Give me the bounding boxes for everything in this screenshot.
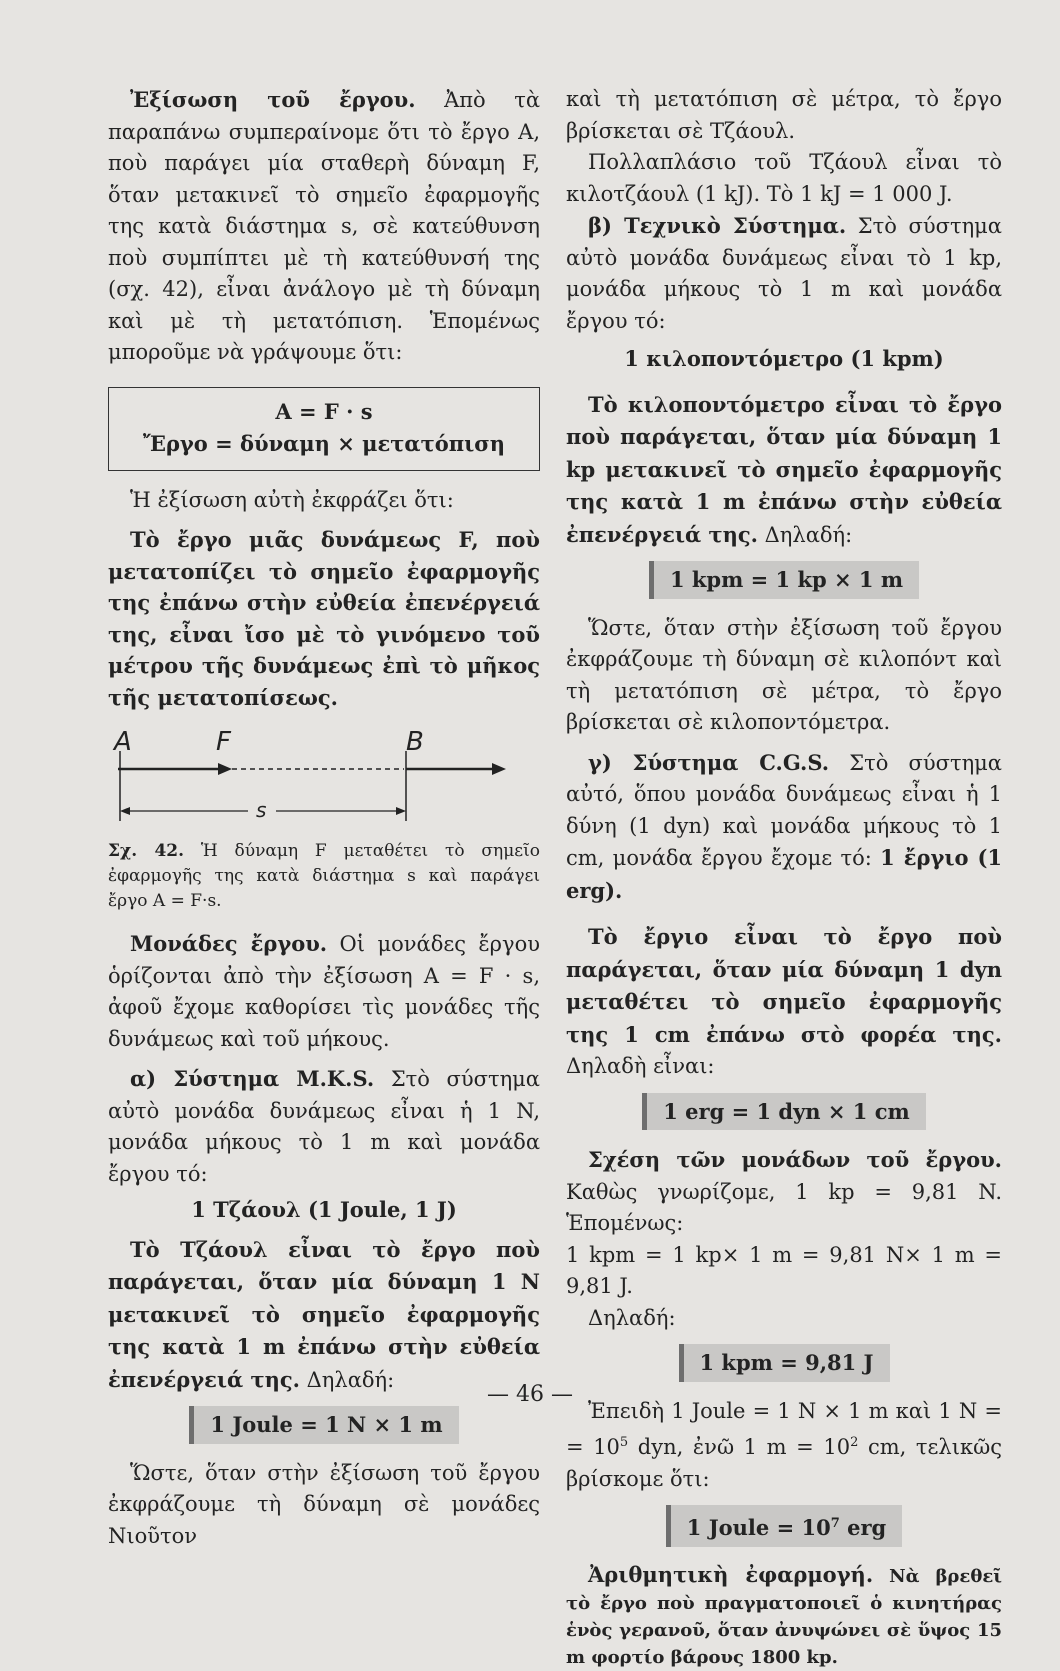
paragraph-definition: Τὸ ἔργο μιᾶς δυνάμεως F, ποὺ μετατοπίζει τὸ σημεῖο ἐφαρμογῆς της ἐπάνω στὴν εὐθεία ἐπενέργειά της, εἶναι ἴσο μὲ τὸ γινόμενο τοῦ μέτρου τῆς δυνάμεως ἐπὶ τὸ μῆκος τῆς μετατοπίσεως. bbox=[108, 527, 540, 710]
paragraph-continued: καὶ τὴ μετατόπιση σὲ μέτρα, τὸ ἔργο βρίσκεται σὲ Τζάουλ. bbox=[566, 87, 1002, 143]
paragraph-application bbox=[566, 1561, 1002, 1671]
paragraph-text: Στὸ σύστημα αὐτό, ὅπου μονάδα δυνάμεως εἶναι ἡ 1 δύνη (1 dyn) καὶ μονάδα μήκους τὸ 1 cm, μονάδα ἔργου ἔχομε τό: bbox=[566, 750, 1002, 870]
right-column bbox=[566, 84, 1002, 1671]
paragraph-thus-kpm: Ὥστε, ὅταν στὴν ἐξίσωση τοῦ ἔργου ἐκφράζουμε τὴ δύναμη σὲ κιλοπόντ καὶ τὴ μετατόπιση σὲ μέτρα, τὸ ἔργο βρίσκεται σὲ κιλοποντόμετρα. bbox=[566, 615, 1002, 734]
paragraph-mks bbox=[108, 1063, 540, 1190]
paragraph-units bbox=[108, 928, 540, 1055]
force-arrowhead bbox=[218, 763, 232, 775]
equation-box bbox=[108, 387, 540, 471]
paragraph-text: Δηλαδή: bbox=[757, 522, 853, 547]
paragraph-erg bbox=[566, 921, 1002, 1083]
paragraph-text: Στὸ σύστημα αὐτὸ μονάδα δυνάμεως εἶναι τὸ 1 kp, μονάδα μήκους τὸ 1 m καὶ μονάδα ἔργου τό: bbox=[566, 214, 1002, 333]
heading-work-equation: Ἐξίσωση τοῦ ἔργου. bbox=[130, 87, 416, 112]
erg-statement: Τὸ ἔργιο εἶναι τὸ ἔργο ποὺ παράγεται, ὅταν μία δύναμη 1 dyn μεταθέτει τὸ σημεῖο ἐφαρμογῆς της 1 cm ἐπάνω στὸ φορέα της. bbox=[566, 924, 1002, 1047]
paragraph-joule bbox=[108, 1234, 540, 1397]
figure-42 bbox=[108, 729, 540, 833]
heading-cgs: γ) Σύστημα C.G.S. bbox=[588, 749, 830, 775]
paragraph-text: cm, τελικῶς βρίσκομε ὅτι: bbox=[566, 1435, 1002, 1491]
joule-statement: Τὸ Τζάουλ εἶναι τὸ ἔργο ποὺ παράγεται, ὅταν μία δύναμη 1 N μετακινεῖ τὸ σημεῖο ἐφαρμογῆς της κατὰ 1 m ἐπάνω στὴν εὐθεία ἐπενέργειά της. bbox=[108, 1236, 540, 1392]
heading-mks: α) Σύστημα M.K.S. bbox=[130, 1066, 375, 1091]
label-f: F bbox=[216, 727, 231, 757]
paragraph-since bbox=[566, 1396, 1002, 1496]
formula-erg: 1 erg = 1 dyn × 1 cm bbox=[642, 1093, 925, 1131]
paragraph-kilojoule: Πολλαπλάσιο τοῦ Τζάουλ εἶναι τὸ κιλοτζάουλ (1 kJ). Τὸ 1 kJ = 1 000 J. bbox=[566, 150, 1002, 206]
caption-text: Ἡ δύναμη F μεταθέτει τὸ σημεῖο ἐφαρμογῆς της κατὰ διάστημα s καὶ παράγει ἔργο A = F·s. bbox=[108, 841, 540, 911]
paragraph-text: Δηλαδή: bbox=[299, 1367, 395, 1392]
paragraph-text: Ἀπὸ τὰ παραπάνω συμπεραίνομε ὅτι τὸ ἔργο A, ποὺ παράγει μία σταθερὴ δύναμη F, ὅταν μετακινεῖ τὸ σημεῖο ἐφαρμογῆς της κατὰ διάστημα s, σὲ κατεύθυνση ποὺ συμπίπτει μὲ τὴ κατεύθυνσή της (σχ. 42), εἶναι ἀνάλογο μὲ τὴ δύναμη καὶ μὲ τὴ μετατόπιση. Ἑπομένως μποροῦμε νὰ γράψουμε ὅτι: bbox=[108, 88, 540, 364]
paragraph-text: Οἱ μονάδες ἔργου ὁρίζονται ἀπὸ τὴν ἐξίσωση A = F · s, ἀφοῦ ἔχομε καθορίσει τὶς μονάδες τῆς δυνάμεως καὶ τοῦ μήκους. bbox=[108, 932, 540, 1051]
joule-definition: 1 Τζάουλ (1 Joule, 1 J) bbox=[191, 1197, 457, 1222]
formula-joule-erg bbox=[666, 1505, 902, 1547]
exponent: 7 bbox=[830, 1516, 840, 1531]
paragraph-kpm bbox=[566, 389, 1002, 552]
figure-caption bbox=[108, 839, 540, 914]
relation-line: 1 kpm = 1 kp× 1 m = 9,81 N× 1 m = 9,81 J. bbox=[566, 1242, 1002, 1298]
formula-joule: 1 Joule = 1 N × 1 m bbox=[189, 1406, 458, 1444]
paragraph-text: Στὸ σύστημα αὐτὸ μονάδα δυνάμεως εἶναι ἡ 1 N, μονάδα μήκους τὸ 1 m καὶ μονάδα ἔργου τό: bbox=[108, 1067, 540, 1186]
relation-tail: Δηλαδή: bbox=[588, 1305, 676, 1330]
kpm-definition: 1 κιλοποντόμετρο (1 kpm) bbox=[624, 346, 944, 371]
paragraph-technical bbox=[566, 210, 1002, 337]
formula-part: erg bbox=[839, 1515, 887, 1540]
heading-technical: β) Τεχνικὸ Σύστημα. bbox=[588, 213, 847, 238]
exponent: 5 bbox=[619, 1435, 629, 1450]
paragraph-text: Δηλαδὴ εἶναι: bbox=[566, 1054, 715, 1078]
paragraph-text: Καθὼς γνωρίζομε, 1 kp = 9,81 N. Ἑπομένως: bbox=[566, 1179, 1002, 1235]
paragraph-work-equation bbox=[108, 84, 540, 369]
left-column bbox=[108, 84, 540, 1552]
label-a: A bbox=[114, 727, 132, 757]
formula-kpm-joule: 1 kpm = 9,81 J bbox=[679, 1344, 890, 1382]
paragraph-text: Ἐπειδὴ 1 Joule = 1 N × 1 m καὶ 1 N = = 10 bbox=[566, 1398, 1002, 1459]
kpm-statement: Τὸ κιλοποντόμετρο εἶναι τὸ ἔργο ποὺ παράγεται, ὅταν μία δύναμη 1 kp μετακινεῖ τὸ σημεῖο ἐφαρμογῆς της κατὰ 1 m ἐπάνω στὴν εὐθεία ἐπενέργειά της. bbox=[566, 391, 1002, 547]
label-b: B bbox=[406, 727, 424, 757]
exponent: 2 bbox=[850, 1435, 859, 1450]
caption-number: Σχ. 42. bbox=[108, 841, 185, 861]
heading-application: Ἀριθμητικὴ ἐφαρμογή. bbox=[588, 1561, 874, 1587]
equation-line: A = F · s bbox=[275, 398, 373, 424]
heading-units: Μονάδες ἔργου. bbox=[130, 931, 328, 956]
equation-words: Ἔργο = δύναμη × μετατόπιση bbox=[142, 430, 506, 456]
heading-relation: Σχέση τῶν μονάδων τοῦ ἔργου. bbox=[588, 1147, 1002, 1172]
paragraph-cgs bbox=[566, 747, 1002, 908]
formula-kpm: 1 kpm = 1 kp × 1 m bbox=[649, 561, 919, 599]
distance-arrow-left bbox=[120, 807, 130, 815]
paragraph-text: dyn, ἐνῶ 1 m = 10 bbox=[628, 1435, 851, 1459]
formula-part: 1 Joule = 10 bbox=[686, 1515, 831, 1540]
application-text: Νὰ βρεθεῖ τὸ ἔργο ποὺ πραγματοποιεῖ ὁ κινητήρας ἑνὸς γερανοῦ, ὅταν ἀνυψώνει σὲ ὕψος 15 m φορτίο βάρους 1800 kp. bbox=[566, 1565, 1002, 1668]
erg-definition: 1 ἔργιο (1 erg). bbox=[566, 845, 1002, 903]
force-arrowhead-b bbox=[492, 763, 506, 775]
figure-diagram bbox=[108, 729, 540, 833]
paragraph-thus: Ὥστε, ὅταν στὴν ἐξίσωση τοῦ ἔργου ἐκφράζουμε τὴ δύναμη σὲ μονάδες Νιοῦτον bbox=[108, 1460, 540, 1548]
distance-arrow-right bbox=[396, 807, 406, 815]
paragraph-relation bbox=[566, 1144, 1002, 1240]
label-s: s bbox=[256, 798, 267, 822]
paragraph-expresses: Ἡ ἐξίσωση αὐτὴ ἐκφράζει ὅτι: bbox=[130, 487, 454, 512]
page-number: — 46 — bbox=[487, 1382, 573, 1407]
